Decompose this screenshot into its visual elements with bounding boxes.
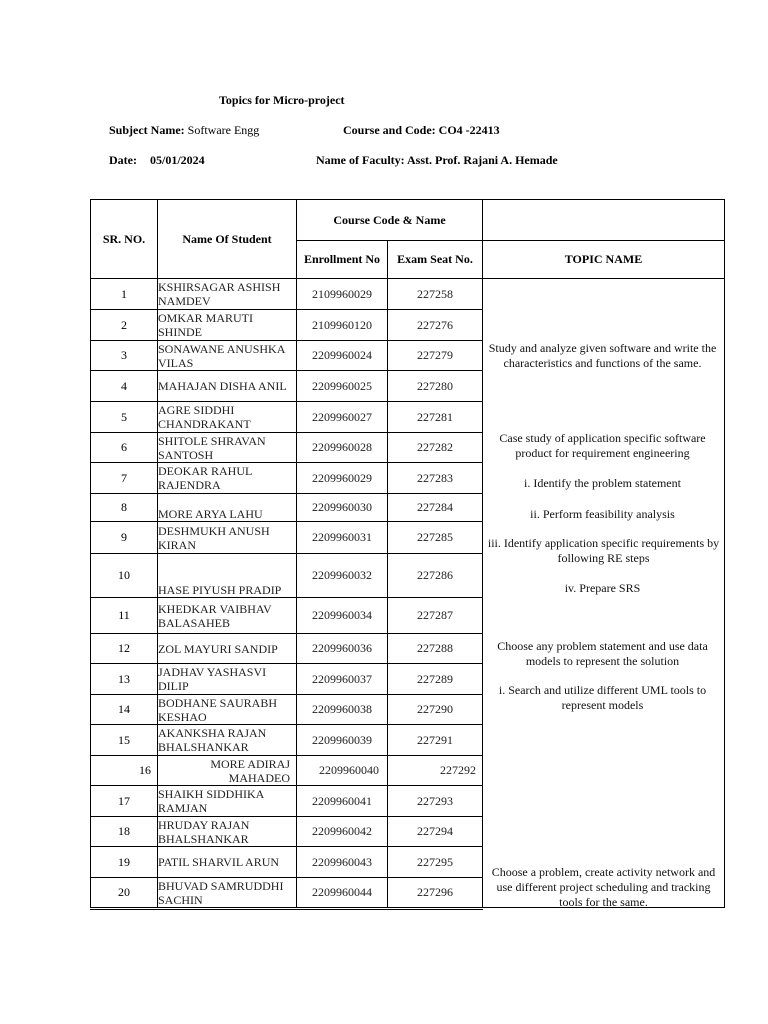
- student-name-cell: PATIL SHARVIL ARUN: [158, 847, 297, 878]
- sr-cell: 4: [91, 371, 158, 402]
- enrollment-cell: 2209960024: [297, 341, 388, 371]
- student-name-cell: AGRE SIDDHI CHANDRAKANT: [158, 402, 297, 433]
- col-sr-header: SR. NO.: [91, 200, 158, 279]
- exam-seat-cell: 227292: [388, 756, 483, 786]
- exam-seat-cell: 227294: [388, 817, 483, 847]
- enrollment-cell: 2209960025: [297, 371, 388, 402]
- sr-cell: 18: [91, 817, 158, 847]
- sr-cell: 8: [91, 494, 158, 522]
- topic-2: Case study of application specific software product for requirement engineering: [499, 431, 706, 460]
- exam-seat-cell: 227289: [388, 664, 483, 695]
- exam-seat-cell: 227287: [388, 598, 483, 634]
- exam-seat-cell: 227291: [388, 725, 483, 756]
- exam-seat-cell: 227293: [388, 786, 483, 817]
- course-line: [343, 123, 500, 138]
- enrollment-cell: 2209960034: [297, 598, 388, 634]
- student-name-cell: SHITOLE SHRAVAN SANTOSH: [158, 433, 297, 463]
- student-name-cell: MORE ADIRAJ MAHADEO: [158, 756, 297, 786]
- enrollment-cell: 2209960032: [297, 554, 388, 598]
- student-name-cell: SHAIKH SIDDHIKA RAMJAN: [158, 786, 297, 817]
- exam-seat-cell: 227295: [388, 847, 483, 878]
- enrollment-cell: 2209960044: [297, 878, 388, 908]
- sr-cell: 7: [91, 463, 158, 494]
- exam-seat-cell: 227258: [388, 279, 483, 310]
- topic-4: Choose a problem, create activity network and use different project scheduling and tracking tools for the same.: [491, 865, 716, 909]
- enrollment-cell: 2209960038: [297, 695, 388, 725]
- student-name-cell: JADHAV YASHASVI DILIP: [158, 664, 297, 695]
- student-name-cell: BHUVAD SAMRUDDHI SACHIN: [158, 878, 297, 908]
- topic-3-i: i. Search and utilize different UML tools to represent models: [498, 683, 707, 712]
- enrollment-cell: 2209960040: [297, 756, 388, 786]
- topics-area: [483, 279, 724, 909]
- student-name-cell: BODHANE SAURABH KESHAO: [158, 695, 297, 725]
- col-seat-header: Exam Seat No.: [388, 241, 483, 279]
- topic-2-iii: iii. Identify application specific requirements by following RE steps: [487, 536, 720, 565]
- subject-line: [109, 123, 259, 138]
- course-value: CO4 -22413: [438, 123, 500, 137]
- sr-cell: 13: [91, 664, 158, 695]
- subject-value: Software Engg: [187, 123, 260, 137]
- sr-cell: 6: [91, 433, 158, 463]
- table-bottom-border: [90, 909, 483, 910]
- student-name-cell: HRUDAY RAJAN BHALSHANKAR: [158, 817, 297, 847]
- topic-1: Study and analyze given software and write the characteristics and functions of the same.: [488, 341, 717, 370]
- sr-cell: 17: [91, 786, 158, 817]
- enrollment-cell: 2209960039: [297, 725, 388, 756]
- enrollment-cell: 2209960042: [297, 817, 388, 847]
- topic-2-ii: ii. Perform feasibility analysis: [530, 507, 675, 521]
- topic-2-i: i. Identify the problem statement: [524, 476, 681, 490]
- student-name-cell: ZOL MAYURI SANDIP: [158, 634, 297, 664]
- faculty-label: Name of Faculty:: [316, 153, 405, 167]
- sr-cell: 5: [91, 402, 158, 433]
- enrollment-cell: 2209960037: [297, 664, 388, 695]
- exam-seat-cell: 227276: [388, 310, 483, 341]
- student-name-cell: MORE ARYA LAHU: [158, 494, 297, 522]
- student-name-cell: MAHAJAN DISHA ANIL: [158, 371, 297, 402]
- date-line: [109, 153, 205, 168]
- page-title: Topics for Micro-project: [219, 93, 345, 107]
- col-course-group-header: Course Code & Name: [297, 200, 483, 241]
- sr-cell: 20: [91, 878, 158, 908]
- enrollment-cell: 2209960041: [297, 786, 388, 817]
- col-enroll-header: Enrollment No: [297, 241, 388, 279]
- sr-cell: 2: [91, 310, 158, 341]
- enrollment-cell: 2109960120: [297, 310, 388, 341]
- faculty-line: [316, 153, 558, 168]
- exam-seat-cell: 227283: [388, 463, 483, 494]
- sr-cell: 19: [91, 847, 158, 878]
- sr-cell: 15: [91, 725, 158, 756]
- topic-2-iv: iv. Prepare SRS: [564, 581, 641, 595]
- subject-label: Subject Name:: [109, 123, 185, 137]
- faculty-value: Asst. Prof. Rajani A. Hemade: [406, 153, 558, 167]
- student-name-cell: KSHIRSAGAR ASHISH NAMDEV: [158, 279, 297, 310]
- student-name-cell: AKANKSHA RAJAN BHALSHANKAR: [158, 725, 297, 756]
- student-name-cell: OMKAR MARUTI SHINDE: [158, 310, 297, 341]
- sr-cell: 1: [91, 279, 158, 310]
- sr-cell: 3: [91, 341, 158, 371]
- enrollment-cell: 2209960036: [297, 634, 388, 664]
- col-topic-header: TOPIC NAME: [483, 241, 725, 279]
- student-name-cell: HASE PIYUSH PRADIP: [158, 554, 297, 598]
- exam-seat-cell: 227285: [388, 522, 483, 554]
- enrollment-cell: 2209960031: [297, 522, 388, 554]
- exam-seat-cell: 227282: [388, 433, 483, 463]
- enrollment-cell: 2209960028: [297, 433, 388, 463]
- sr-cell: 16: [91, 756, 158, 786]
- exam-seat-cell: 227280: [388, 371, 483, 402]
- enrollment-cell: 2209960029: [297, 463, 388, 494]
- date-value: 05/01/2024: [149, 153, 205, 167]
- col-name-header: Name Of Student: [158, 200, 297, 279]
- topic-3: Choose any problem statement and use data models to represent the solution: [497, 639, 708, 668]
- enrollment-cell: 2209960027: [297, 402, 388, 433]
- enrollment-cell: 2209960043: [297, 847, 388, 878]
- exam-seat-cell: 227281: [388, 402, 483, 433]
- sr-cell: 12: [91, 634, 158, 664]
- sr-cell: 14: [91, 695, 158, 725]
- enrollment-cell: 2209960030: [297, 494, 388, 522]
- exam-seat-cell: 227286: [388, 554, 483, 598]
- student-name-cell: KHEDKAR VAIBHAV BALASAHEB: [158, 598, 297, 634]
- col-blank-header: [483, 200, 725, 241]
- date-label: Date:: [109, 153, 137, 167]
- exam-seat-cell: 227288: [388, 634, 483, 664]
- exam-seat-cell: 227279: [388, 341, 483, 371]
- sr-cell: 10: [91, 554, 158, 598]
- enrollment-cell: 2109960029: [297, 279, 388, 310]
- student-name-cell: DEOKAR RAHUL RAJENDRA: [158, 463, 297, 494]
- student-name-cell: DESHMUKH ANUSH KIRAN: [158, 522, 297, 554]
- exam-seat-cell: 227284: [388, 494, 483, 522]
- sr-cell: 11: [91, 598, 158, 634]
- student-name-cell: SONAWANE ANUSHKA VILAS: [158, 341, 297, 371]
- sr-cell: 9: [91, 522, 158, 554]
- exam-seat-cell: 227290: [388, 695, 483, 725]
- course-label: Course and Code:: [343, 123, 436, 137]
- exam-seat-cell: 227296: [388, 878, 483, 908]
